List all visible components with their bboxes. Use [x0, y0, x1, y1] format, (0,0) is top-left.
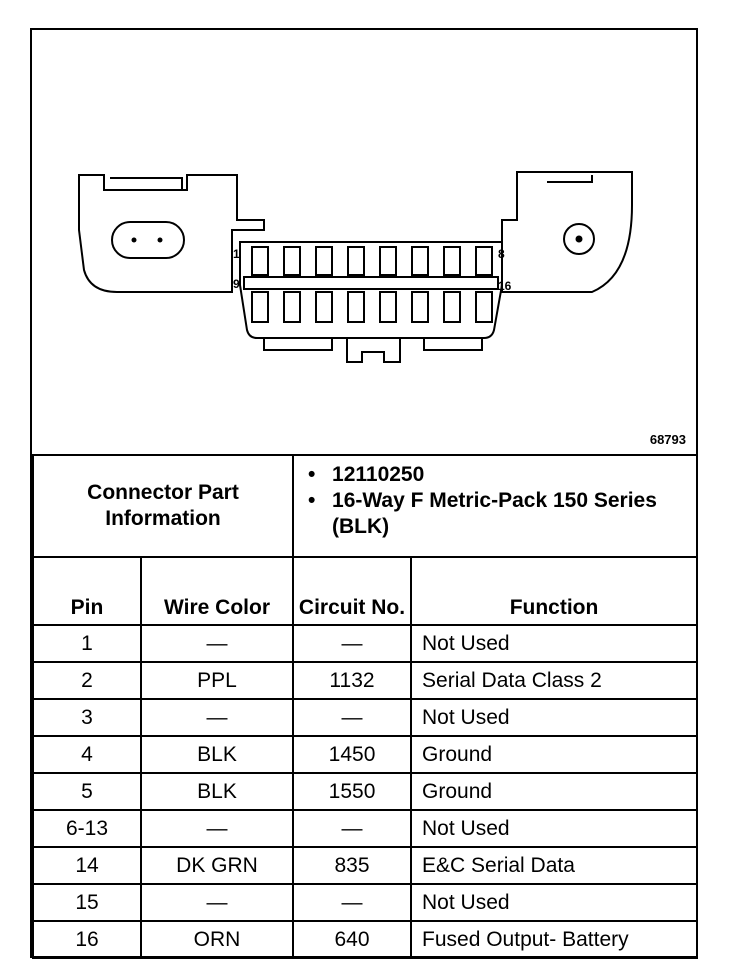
pin-label-1: 1: [233, 247, 240, 261]
left-mount-ear: [79, 175, 264, 292]
function-cell: E&C Serial Data: [411, 847, 697, 884]
wire-color-cell: BLK: [141, 736, 293, 773]
right-mount-ear: [502, 172, 632, 292]
function-cell: Fused Output- Battery: [411, 921, 697, 958]
table-row: [33, 884, 697, 921]
connector-part-number: • 12110250: [308, 462, 696, 488]
wire-color-cell: DK GRN: [141, 847, 293, 884]
function-header: Function: [411, 557, 697, 625]
pin-cell: 6-13: [33, 810, 141, 847]
connector-description: • 16-Way F Metric-Pack 150 Series (BLK): [308, 488, 696, 540]
table-row: [33, 662, 697, 699]
circuit-cell: —: [293, 884, 411, 921]
connector-figure: [32, 30, 696, 454]
wire-color-cell: PPL: [141, 662, 293, 699]
circuit-cell: 1550: [293, 773, 411, 810]
pin-cell: 15: [33, 884, 141, 921]
pin-label-9: 9: [233, 277, 240, 291]
wire-color-cell: —: [141, 810, 293, 847]
table-row: [33, 736, 697, 773]
pin-cell: 4: [33, 736, 141, 773]
pin-label-16: 16: [498, 279, 512, 293]
circuit-header: Circuit No.: [293, 557, 411, 625]
top-pin-row: [252, 247, 492, 275]
function-cell: Serial Data Class 2: [411, 662, 697, 699]
circuit-cell: 1450: [293, 736, 411, 773]
figure-id: 68793: [649, 432, 686, 447]
function-cell: Not Used: [411, 625, 697, 662]
table-row: [33, 921, 697, 958]
connector-drawing: [32, 30, 696, 454]
circuit-cell: 640: [293, 921, 411, 958]
pin-cell: 16: [33, 921, 141, 958]
table-row: [33, 847, 697, 884]
function-cell: Not Used: [411, 810, 697, 847]
pin-label-8: 8: [498, 247, 505, 261]
table-row: [33, 773, 697, 810]
pin-cell: 5: [33, 773, 141, 810]
function-cell: Not Used: [411, 699, 697, 736]
wire-color-cell: ORN: [141, 921, 293, 958]
table-row: [33, 699, 697, 736]
bottom-pin-row: [252, 292, 492, 322]
wire-color-cell: —: [141, 884, 293, 921]
diagram-frame: [30, 28, 698, 958]
function-cell: Not Used: [411, 884, 697, 921]
pin-cell: 14: [33, 847, 141, 884]
wire-color-cell: —: [141, 625, 293, 662]
pin-cell: 3: [33, 699, 141, 736]
pinout-table: [32, 454, 698, 959]
function-cell: Ground: [411, 773, 697, 810]
connector-info-list: [293, 455, 697, 557]
circuit-cell: —: [293, 810, 411, 847]
circuit-cell: 835: [293, 847, 411, 884]
circuit-cell: —: [293, 699, 411, 736]
wire-color-cell: BLK: [141, 773, 293, 810]
wire-color-header: Wire Color: [141, 557, 293, 625]
wire-color-cell: —: [141, 699, 293, 736]
circuit-cell: 1132: [293, 662, 411, 699]
connector-info-row: [33, 455, 697, 557]
pin-cell: 2: [33, 662, 141, 699]
table-row: [33, 810, 697, 847]
header-row: [33, 557, 697, 625]
pin-cell: 1: [33, 625, 141, 662]
left-mount-hole: [112, 222, 184, 258]
table-row: [33, 625, 697, 662]
circuit-cell: —: [293, 625, 411, 662]
function-cell: Ground: [411, 736, 697, 773]
connector-info-label: Connector Part Information: [33, 455, 293, 557]
pin-header: Pin: [33, 557, 141, 625]
